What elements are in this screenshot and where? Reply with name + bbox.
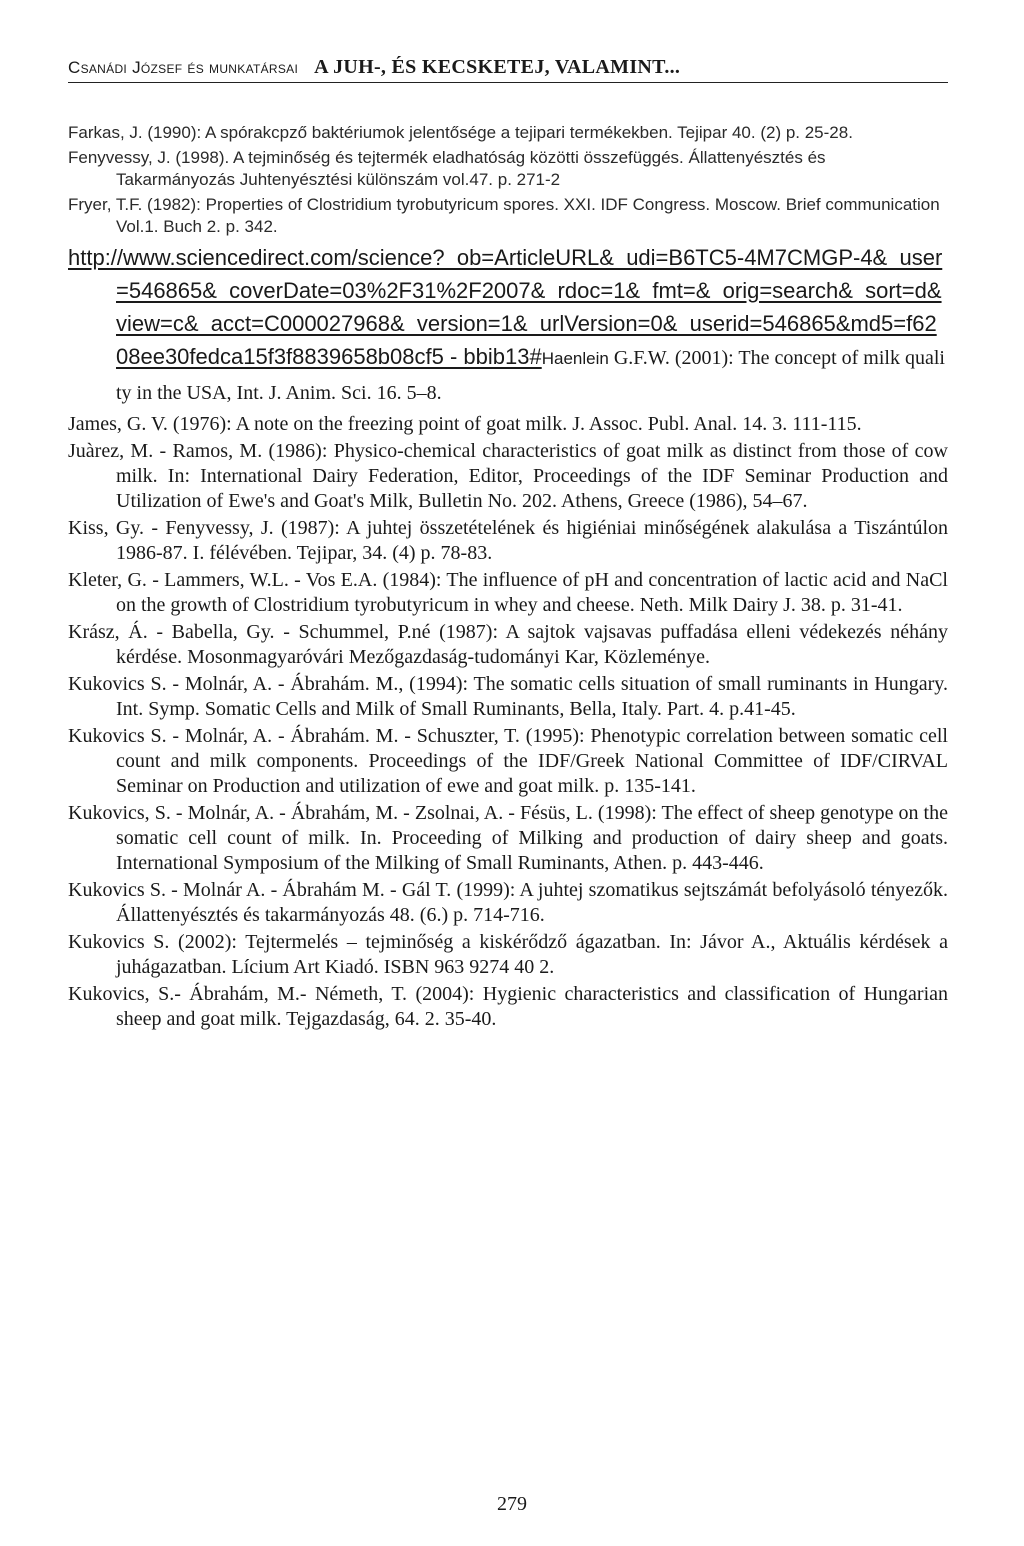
reference-entry: Farkas, J. (1990): A spórakcpző baktériumok jelentősége a tejipari termékekben. Tejipar 40. (2) p. 25-28.	[68, 123, 853, 142]
reference-entry: Juàrez, M. - Ramos, M. (1986): Physico-chemical characteristics of goat milk as distinct from those of cow milk. In: International Dairy Federation, Editor, Proceedings of the IDF Seminar Production and Utilization of Ewe's and Goat's Milk, Bulletin No. 202. Athens, Greece (1986), 54–67.	[68, 439, 948, 512]
reference-entry: Kiss, Gy. - Fenyvessy, J. (1987): A juhtej összetételének és higiéniai minőségének alakulása a Tiszántúlon 1986-87. I. félévében. Tejipar, 34. (4) p. 78-83.	[68, 516, 948, 564]
reference-entry: Kukovics, S.- Ábrahám, M.- Németh, T. (2004): Hygienic characteristics and classification of Hungarian sheep and goat milk. Tejgazdaság, 64. 2. 35-40.	[68, 982, 948, 1030]
reference-entry: Kleter, G. - Lammers, W.L. - Vos E.A. (1984): The influence of pH and concentration of lactic acid and NaCl on the growth of Clostridium tyrobutyricum in whey and cheese. Neth. Milk Dairy J. 38. p. 31-41.	[68, 568, 948, 616]
reference-entry: Kukovics S. - Molnár, A. - Ábrahám. M. - Schuszter, T. (1995): Phenotypic correlation between somatic cell count and milk components. Proceedings of the IDF/Greek National Committee of IDF/CIRVAL Seminar on Production and utilization of ewe and goat milk. p. 135-141.	[68, 724, 948, 797]
page-number: 279	[497, 1493, 527, 1515]
reference-entry: Fryer, T.F. (1982): Properties of Clostridium tyrobutyricum spores. XXI. IDF Congress. Moscow. Brief communication Vol.1. Buch 2. p. 342.	[68, 194, 940, 236]
running-header	[68, 56, 948, 83]
reference-entry: Kukovics S. - Molnár, A. - Ábrahám. M., (1994): The somatic cells situation of small ruminants in Hungary. Int. Symp. Somatic Cells and Milk of Small Ruminants, Bella, Italy. Part. 4. p.41-45.	[68, 672, 948, 720]
reference-entry: Kukovics, S. - Molnár, A. - Ábrahám, M. - Zsolnai, A. - Fésüs, L. (1998): The effect of sheep genotype on the somatic cell count of milk. In. Proceeding of Milking and production of dairy sheep and goats. International Symposium of the Milking of Small Ruminants, Athen. p. 443-446.	[68, 801, 948, 874]
reference-entry: Kukovics S. (2002): Tejtermelés – tejminőség a kiskérődző ágazatban. In: Jávor A., Aktuális kérdések a juhágazatban. Lícium Art Kiadó. ISBN 963 9274 40 2.	[68, 930, 948, 978]
reference-list	[68, 122, 948, 1034]
header-title: A JUH-, ÉS KECSKETEJ, VALAMINT...	[314, 56, 681, 78]
reference-entry: Kukovics S. - Molnár A. - Ábrahám M. - Gál T. (1999): A juhtej szomatikus sejtszámát befolyásoló tényezők. Állattenyésztés és takarmányozás 48. (6.) p. 714-716.	[68, 878, 948, 926]
reference-entry	[68, 241, 948, 410]
reference-author: Haenlein	[541, 348, 609, 368]
reference-entry: James, G. V. (1976): A note on the freezing point of goat milk. J. Assoc. Publ. Anal. 14. 3. 111-115.	[68, 412, 862, 435]
reference-text: G.F.W. (2001): The concept of milk quality in the USA, Int. J. Anim. Sci. 16. 5–8.	[116, 346, 945, 404]
header-authors: Csanádi József és munkatársai	[68, 58, 299, 77]
reference-entry: Krász, Á. - Babella, Gy. - Schummel, P.né (1987): A sajtok vajsavas puffadása elleni védekezés néhány kérdése. Mosonmagyaróvári Mezőgazdaság-tudományi Kar, Közleménye.	[68, 620, 948, 668]
reference-link[interactable]: http://www.sciencedirect.com/science?_ob=ArticleURL&_udi=B6TC5-4M7CMGP-4&_user=546865&_coverDate=03%2F31%2F2007&_rdoc=1&_fmt=&_orig=search&_sort=d&view=c&_acct=C000027968&_version=1&_urlVersion=0&_userid=546865&md5=f6208ee30fedca15f3f8839658b08cf5 - bbib13#	[68, 244, 943, 369]
reference-entry: Fenyvessy, J. (1998). A tejminőség és tejtermék eladhatóság közötti összefüggés. Állattenyésztés és Takarmányozás Juhtenyésztési különszám vol.47. p. 271-2	[68, 147, 826, 189]
